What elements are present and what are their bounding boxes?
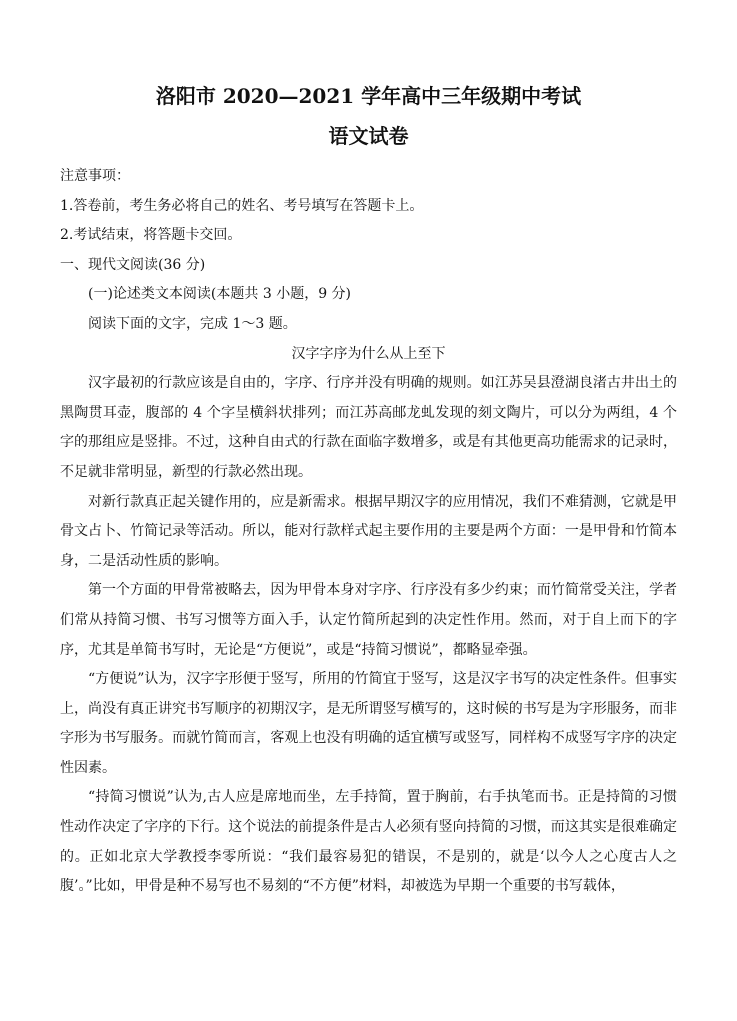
article-paragraph: “持简习惯说”认为,古人应是席地而坐，左手持简，置于胸前，右手执笔而书。正是持简的习惯性动作决定了字序的下行。这个说法的前提条件是古人必须有竖向持简的习惯，而这其实是很难确定的。正如北京大学教授李零所说：“我们最容易犯的错误，不是别的，就是‘以今人之心度古人之腹’。”比如，甲骨是种不易写也不易刻的“不方便”材料，却被选为早期一个重要的书写载体， <box>60 789 677 895</box>
article-paragraph: “方便说”认为，汉字字形便于竖写，所用的竹简宜于竖写，这是汉字书写的决定性条件。但事实上，尚没有真正讲究书写顺序的初期汉字，是无所谓竖写横写的，这时候的书写是为字形服务，而非字形为书写服务。而就竹简而言，客观上也没有明确的适宜横写或竖写，同样构不成竖写字序的决定性因素。 <box>60 671 677 776</box>
section-heading: 一、现代文阅读(36 分) <box>60 256 206 273</box>
section-subheading: (一)论述类文本阅读(本题共 3 小题，9 分) <box>88 286 352 303</box>
article-paragraph: 第一个方面的甲骨常被略去，因为甲骨本身对字序、行序没有多少约束；而竹简常受关注，学者们常从持简习惯、书写习惯等方面入手，认定竹简所起到的决定性作用。然而，对于自上而下的字序，尤其是单简书写时，无论是“方便说”，或是“持简习惯说”，都略显牵强。 <box>60 582 677 658</box>
notice-item: 2.考试结束，将答题卡交回。 <box>60 227 242 244</box>
article-paragraph: 对新行款真正起关键作用的，应是新需求。根据早期汉字的应用情况，我们不难猜测，它就是甲骨文占卜、竹简记录等活动。所以，能对行款样式起主要作用的主要是两个方面：一是甲骨和竹简本身，二是活动性质的影响。 <box>60 493 677 569</box>
notice-item: 1.答卷前，考生务必将自己的姓名、考号填写在答题卡上。 <box>60 197 424 214</box>
exam-subject: 语文试卷 <box>328 124 409 148</box>
exam-page <box>60 82 677 902</box>
reading-instruction: 阅读下面的文字，完成 1～3 题。 <box>88 315 297 332</box>
exam-title: 洛阳市 2020—2021 学年高中三年级期中考试 <box>155 84 582 108</box>
notice-heading: 注意事项： <box>60 168 130 184</box>
article-title: 汉字字序为什么从上至下 <box>291 345 446 362</box>
article-paragraph: 汉字最初的行款应该是自由的，字序、行序并没有明确的规则。如江苏吴县澄湖良渚古井出土的黑陶贯耳壶，腹部的 4 个字呈横斜状排列；而江苏高邮龙虬发现的刻文陶片，可以分为两组，4 个字的那组应是竖排。不过，这种自由式的行款在面临字数增多，或是有其他更高功能需求的记录时，不足就非常明显，新型的行款必然出现。 <box>60 375 677 480</box>
